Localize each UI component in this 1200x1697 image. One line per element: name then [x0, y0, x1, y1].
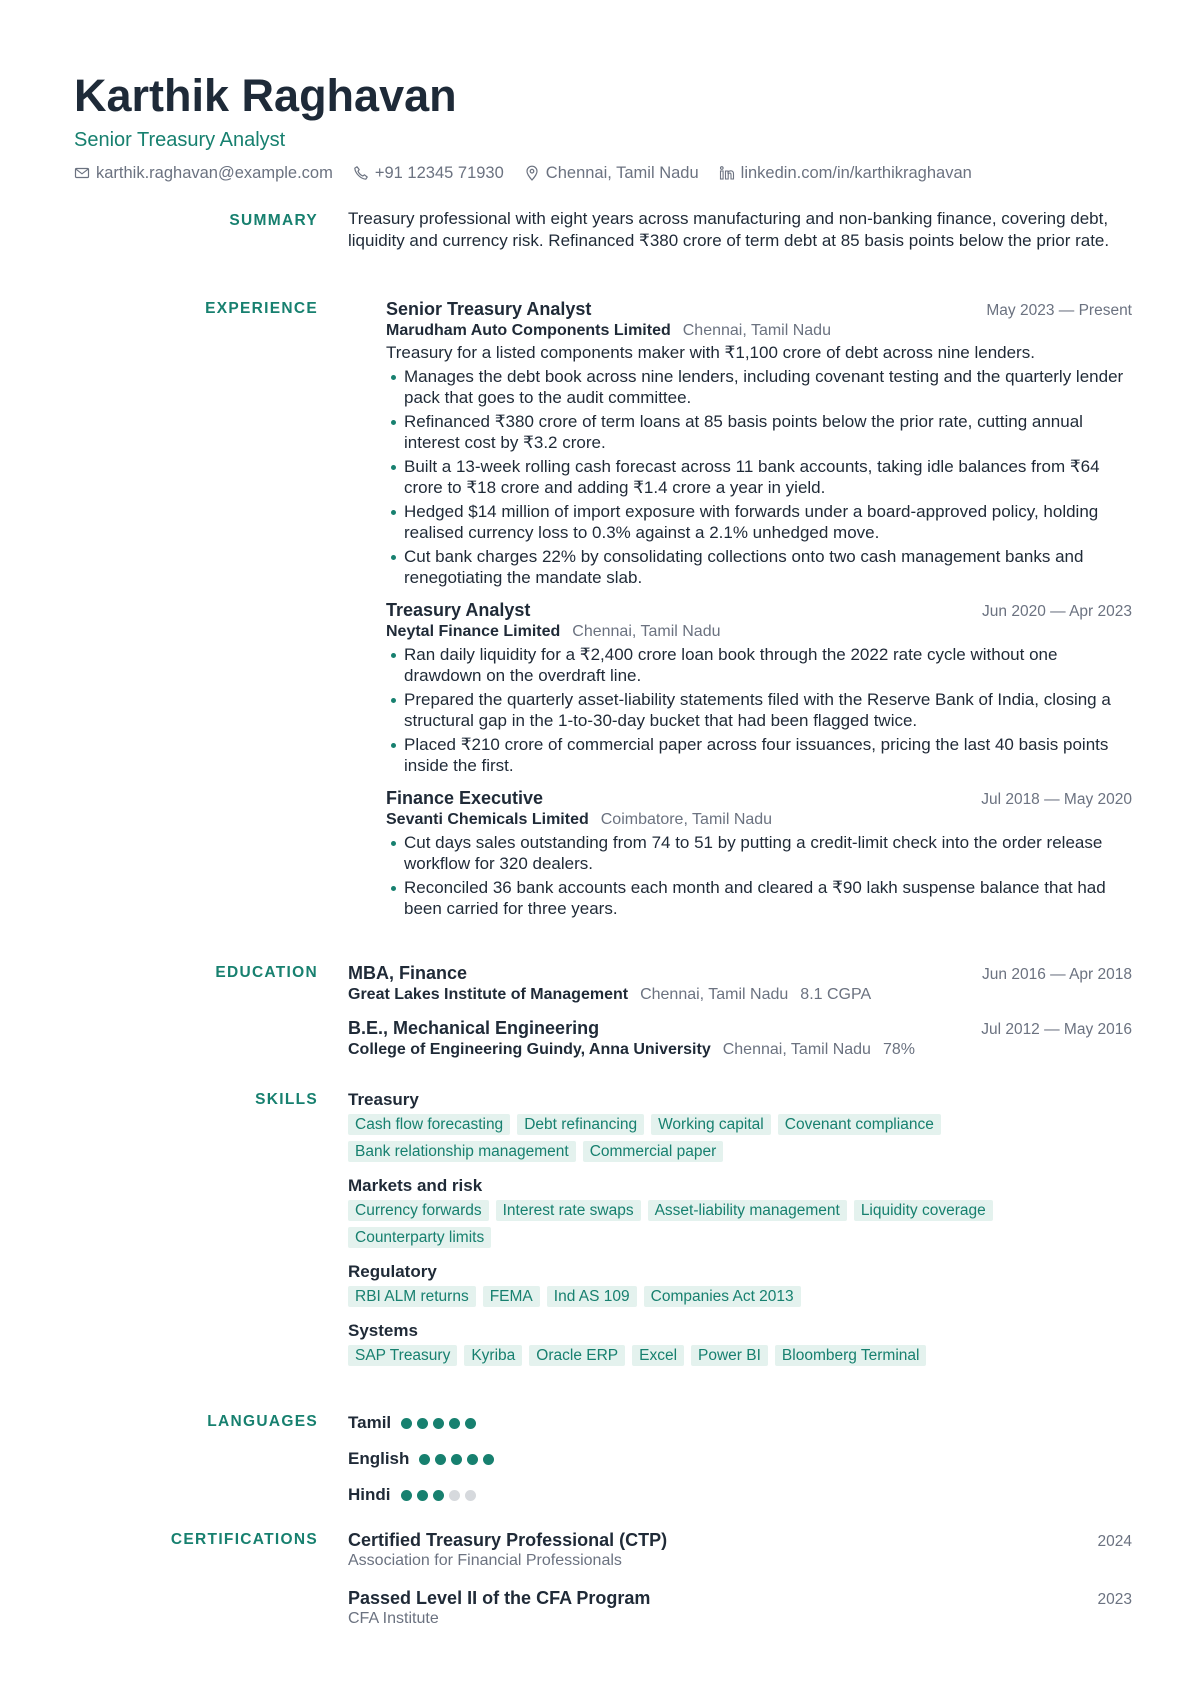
language-level-dots [401, 1418, 476, 1429]
skill-chip: Interest rate swaps [496, 1200, 641, 1221]
experience-entry [386, 787, 1132, 920]
school-location: Chennai, Tamil Nadu [640, 986, 789, 1003]
linkedin-icon [719, 165, 735, 181]
job-title: Treasury Analyst [386, 599, 531, 620]
skill-chip: Bloomberg Terminal [775, 1345, 927, 1366]
level-dot-filled [467, 1454, 478, 1465]
skill-group [348, 1320, 1132, 1366]
skill-chip: Asset-liability management [648, 1200, 847, 1221]
level-dot-filled [451, 1454, 462, 1465]
skill-chip: Power BI [691, 1345, 768, 1366]
skill-chip: Oracle ERP [529, 1345, 625, 1366]
level-dot-empty [465, 1490, 476, 1501]
education-dates: Jul 2012 — May 2016 [981, 1021, 1132, 1038]
job-title: Finance Executive [386, 787, 544, 808]
skill-chip: RBI ALM returns [348, 1286, 476, 1307]
certification-name: Certified Treasury Professional (CTP) [348, 1530, 668, 1550]
degree-name: MBA, Finance [348, 963, 468, 983]
candidate-headline: Senior Treasury Analyst [74, 129, 286, 151]
job-description: Treasury for a listed components maker with ₹1,100 crore of debt across nine lenders. [386, 343, 1035, 362]
mail-icon [74, 165, 90, 181]
bullet-item: Placed ₹210 crore of commercial paper across four issuances, pricing the last 40 basis points inside the first. [386, 734, 1132, 777]
languages-body [348, 1405, 1132, 1513]
experience-entry [386, 298, 1132, 589]
level-dot-filled [401, 1418, 412, 1429]
section-label-certifications: CERTIFICATIONS [170, 1531, 318, 1548]
certification-year: 2024 [1097, 1533, 1132, 1550]
language-name: English [348, 1449, 410, 1468]
resume-header [74, 68, 1134, 184]
education-entry [348, 1017, 1132, 1060]
skill-chip: Liquidity coverage [854, 1200, 993, 1221]
skill-chip: Covenant compliance [778, 1114, 941, 1135]
school-name: Great Lakes Institute of Management [348, 986, 629, 1003]
level-dot-filled [483, 1454, 494, 1465]
language-name: Hindi [348, 1485, 391, 1504]
section-label-skills: SKILLS [255, 1091, 318, 1108]
contact-email[interactable] [74, 162, 333, 184]
job-location: Chennai, Tamil Nadu [682, 322, 831, 339]
skill-chip: Working capital [651, 1114, 771, 1135]
job-bullets [386, 644, 1132, 777]
section-label-summary: SUMMARY [229, 212, 318, 229]
bullet-item: Refinanced ₹380 crore of term loans at 85 basis points below the prior rate, cutting annual interest cost by ₹3.2 crore. [386, 411, 1132, 454]
skill-chip: FEMA [483, 1286, 540, 1307]
level-dot-empty [449, 1490, 460, 1501]
skill-chip: Commercial paper [583, 1141, 724, 1162]
phone-icon [353, 165, 369, 181]
language-row [348, 1405, 1132, 1441]
job-bullets [386, 366, 1132, 589]
skill-chip: Ind AS 109 [547, 1286, 637, 1307]
skill-group [348, 1175, 1132, 1248]
contact-linkedin-text: linkedin.com/in/karthikraghavan [740, 164, 972, 182]
job-title: Senior Treasury Analyst [386, 299, 592, 319]
certification-name: Passed Level II of the CFA Program [348, 1588, 651, 1608]
language-level-dots [419, 1454, 494, 1465]
section-label-education: EDUCATION [215, 964, 318, 981]
skill-chip-list [348, 1200, 1132, 1248]
bullet-item: Built a 13-week rolling cash forecast across 11 bank accounts, taking idle balances from ₹64 crore to ₹18 crore and adding ₹1.4 crore a year in yield. [386, 456, 1132, 499]
school-location: Chennai, Tamil Nadu [722, 1041, 871, 1058]
education-score: 78% [882, 1041, 915, 1058]
section-label-experience: EXPERIENCE [205, 300, 318, 317]
level-dot-filled [465, 1418, 476, 1429]
experience-entry [386, 599, 1132, 777]
certification-entry [348, 1529, 1132, 1571]
company-name: Neytal Finance Limited [386, 622, 561, 640]
level-dot-filled [417, 1490, 428, 1501]
skill-group-title: Regulatory [348, 1262, 437, 1281]
section-label-languages: LANGUAGES [207, 1413, 318, 1430]
contact-email-text: karthik.raghavan@example.com [96, 164, 333, 182]
certification-issuer: CFA Institute [348, 1610, 439, 1627]
skill-chip-list [348, 1345, 1132, 1366]
contact-phone[interactable] [353, 162, 504, 184]
level-dot-filled [433, 1490, 444, 1501]
bullet-item: Hedged $14 million of import exposure with forwards under a board-approved policy, holding realised currency loss to 0.3% against a 2.1% unhedged move. [386, 501, 1132, 544]
company-name: Marudham Auto Components Limited [386, 322, 671, 339]
level-dot-filled [401, 1490, 412, 1501]
job-dates: May 2023 — Present [986, 302, 1132, 319]
level-dot-filled [449, 1418, 460, 1429]
skill-chip: Currency forwards [348, 1200, 489, 1221]
job-location: Chennai, Tamil Nadu [572, 622, 721, 640]
education-entry [348, 962, 1132, 1005]
contact-linkedin[interactable] [719, 162, 972, 184]
education-dates: Jun 2016 — Apr 2018 [982, 966, 1132, 983]
bullet-item: Ran daily liquidity for a ₹2,400 crore loan book through the 2022 rate cycle without one drawdown on the overdraft line. [386, 644, 1132, 687]
language-row [348, 1441, 1132, 1477]
contact-phone-text: +91 12345 71930 [374, 164, 504, 182]
skill-chip: Counterparty limits [348, 1227, 491, 1248]
school-name: College of Engineering Guindy, Anna University [348, 1041, 711, 1058]
skill-chip: Cash flow forecasting [348, 1114, 510, 1135]
language-name: Tamil [348, 1413, 392, 1432]
skill-chip: Excel [632, 1345, 684, 1366]
skill-chip: Bank relationship management [348, 1141, 576, 1162]
skill-group [348, 1089, 1132, 1162]
bullet-item: Cut bank charges 22% by consolidating collections onto two cash management banks and renegotiating the mandate slab. [386, 546, 1132, 589]
language-level-dots [401, 1490, 476, 1501]
skill-chip-list [348, 1114, 1132, 1162]
skill-chip: Companies Act 2013 [644, 1286, 801, 1307]
certification-year: 2023 [1097, 1591, 1132, 1608]
skill-group [348, 1261, 1132, 1307]
certification-issuer: Association for Financial Professionals [348, 1552, 622, 1569]
summary-text: Treasury professional with eight years across manufacturing and non-banking finance, covering debt, liquidity and currency risk. Refinanced ₹380 crore of term debt at 85 basis points below the prior rate. [348, 209, 1110, 250]
skills-body [348, 1089, 1132, 1379]
level-dot-filled [435, 1454, 446, 1465]
level-dot-filled [419, 1454, 430, 1465]
job-dates: Jun 2020 — Apr 2023 [982, 602, 1132, 620]
candidate-name: Karthik Raghavan [74, 70, 457, 121]
contact-bar [74, 162, 1134, 184]
skill-group-title: Treasury [348, 1090, 419, 1109]
location-pin-icon [524, 165, 540, 181]
skill-chip-list [348, 1286, 1132, 1307]
job-bullets [386, 832, 1132, 920]
level-dot-filled [417, 1418, 428, 1429]
bullet-item: Cut days sales outstanding from 74 to 51 by putting a credit-limit check into the order release workflow for 320 dealers. [386, 832, 1132, 875]
skill-chip: Debt refinancing [517, 1114, 644, 1135]
company-name: Sevanti Chemicals Limited [386, 810, 589, 828]
job-dates: Jul 2018 — May 2020 [981, 790, 1132, 808]
job-location: Coimbatore, Tamil Nadu [600, 810, 773, 828]
level-dot-filled [433, 1418, 444, 1429]
degree-name: B.E., Mechanical Engineering [348, 1018, 600, 1038]
contact-location [524, 162, 699, 184]
skill-chip: SAP Treasury [348, 1345, 457, 1366]
bullet-item: Manages the debt book across nine lenders, including covenant testing and the quarterly lender pack that goes to the audit committee. [386, 366, 1132, 409]
education-score: 8.1 CGPA [800, 986, 872, 1003]
language-row [348, 1477, 1132, 1513]
skill-chip: Kyriba [464, 1345, 522, 1366]
skill-group-title: Markets and risk [348, 1176, 483, 1195]
certification-entry [348, 1587, 1132, 1629]
skill-group-title: Systems [348, 1321, 418, 1340]
bullet-item: Prepared the quarterly asset-liability statements filed with the Reserve Bank of India, closing a structural gap in the 1-to-30-day bucket that had been flagged twice. [386, 689, 1132, 732]
bullet-item: Reconciled 36 bank accounts each month and cleared a ₹90 lakh suspense balance that had been carried for three years. [386, 877, 1132, 920]
contact-location-text: Chennai, Tamil Nadu [545, 164, 699, 182]
